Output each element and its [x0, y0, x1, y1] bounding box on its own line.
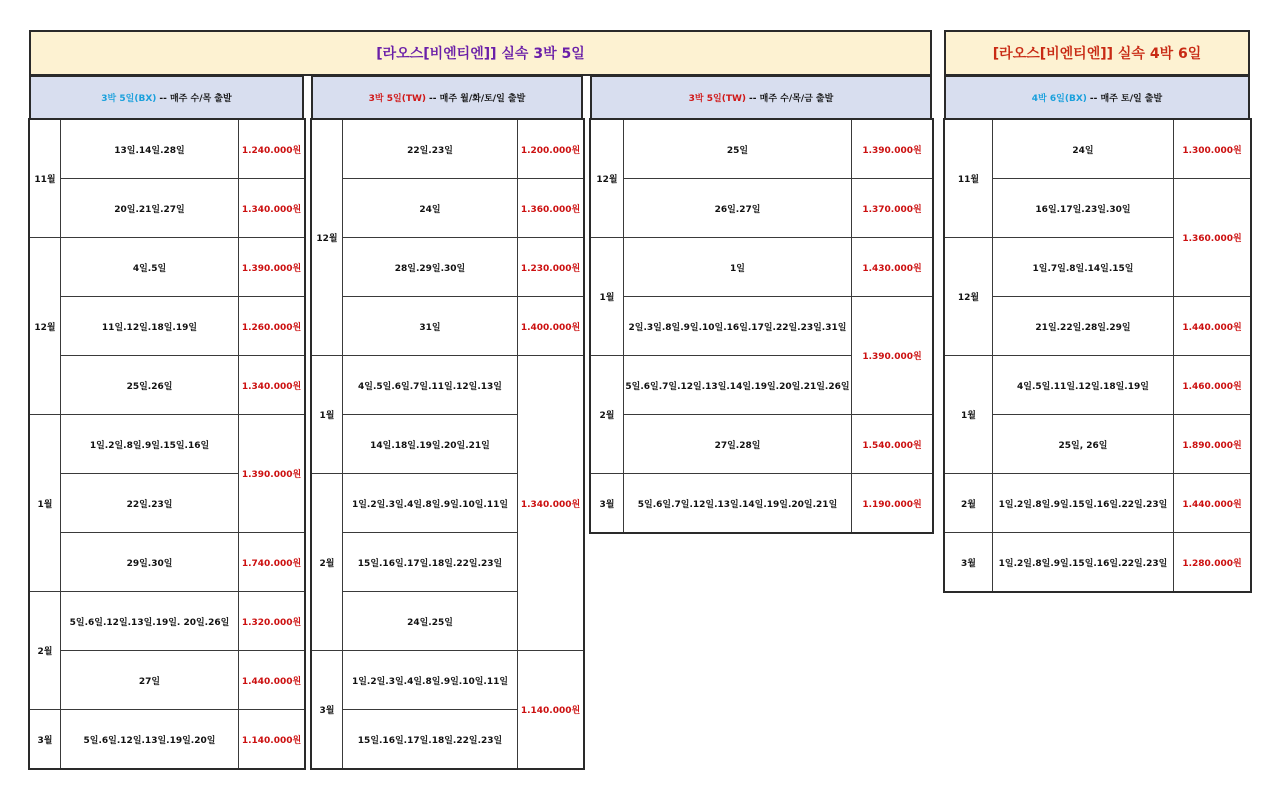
price-cell: 1.390.000원 — [852, 297, 933, 415]
dates-cell: 25일, 26일 — [993, 415, 1174, 474]
month-cell: 1월 — [312, 356, 343, 474]
table-row — [30, 533, 305, 592]
table-row — [30, 297, 305, 356]
section-tw-midweek-header — [590, 75, 932, 120]
table-row — [945, 474, 1251, 533]
dates-cell: 15일.16일.17일.18일.22일.23일 — [343, 710, 518, 769]
section-title: 3박 5일(TW) — [368, 94, 427, 104]
dates-cell: 5일.6일.12일.13일.19일. 20일.26일 — [61, 592, 239, 651]
dates-cell: 21일.22일.28일.29일 — [993, 297, 1174, 356]
price-cell: 1.340.000원 — [239, 179, 305, 238]
section-desc: -- 매주 수/목 출발 — [159, 94, 232, 104]
price-cell: 1.230.000원 — [518, 238, 584, 297]
banner-4n6d — [944, 30, 1250, 76]
month-cell: 2월 — [945, 474, 993, 533]
price-cell: 1.280.000원 — [1174, 533, 1251, 592]
section-bx-4n6d-header — [944, 75, 1250, 120]
dates-cell: 25일 — [624, 120, 852, 179]
schedule-table-bx-4n6d — [944, 119, 1251, 592]
dates-cell: 4일.5일.11일.12일.18일.19일 — [993, 356, 1174, 415]
banner-3n5d-title: [라오스[비엔티엔]] 실속 3박 5일 — [376, 46, 585, 62]
price-cell: 1.400.000원 — [518, 297, 584, 356]
price-cell: 1.440.000원 — [1174, 297, 1251, 356]
price-cell: 1.460.000원 — [1174, 356, 1251, 415]
table-row — [591, 474, 933, 533]
price-cell: 1.360.000원 — [518, 179, 584, 238]
table-row — [591, 297, 933, 356]
price-cell: 1.390.000원 — [239, 238, 305, 297]
dates-cell: 29일.30일 — [61, 533, 239, 592]
table-row — [945, 356, 1251, 415]
dates-cell: 4일.5일 — [61, 238, 239, 297]
price-cell: 1.390.000원 — [852, 120, 933, 179]
month-cell: 11월 — [945, 120, 993, 238]
price-cell: 1.740.000원 — [239, 533, 305, 592]
price-cell: 1.140.000원 — [518, 651, 584, 769]
dates-cell: 5일.6일.7일.12일.13일.14일.19일.20일.21일 — [624, 474, 852, 533]
price-cell: 1.390.000원 — [239, 415, 305, 533]
month-cell: 1월 — [30, 415, 61, 592]
dates-cell: 22일.23일 — [343, 120, 518, 179]
table-row — [30, 592, 305, 651]
month-cell: 3월 — [591, 474, 624, 533]
price-cell: 1.540.000원 — [852, 415, 933, 474]
table-row — [30, 179, 305, 238]
month-cell: 1월 — [945, 356, 993, 474]
dates-cell: 27일.28일 — [624, 415, 852, 474]
month-cell: 2월 — [312, 474, 343, 651]
dates-cell: 1일.2일.8일.9일.15일.16일 — [61, 415, 239, 474]
section-desc: -- 매주 월/화/토/일 출발 — [429, 94, 526, 104]
table-row — [945, 120, 1251, 179]
month-cell: 12월 — [30, 238, 61, 415]
dates-cell: 1일.2일.3일.4일.8일.9일.10일.11일 — [343, 474, 518, 533]
price-cell: 1.430.000원 — [852, 238, 933, 297]
table-row — [591, 415, 933, 474]
price-cell: 1.340.000원 — [518, 356, 584, 651]
dates-cell: 11일.12일.18일.19일 — [61, 297, 239, 356]
table-row — [30, 415, 305, 474]
section-bx-3n5d-header — [29, 75, 304, 120]
table-row — [30, 356, 305, 415]
price-cell: 1.140.000원 — [239, 710, 305, 769]
banner-3n5d — [29, 30, 932, 76]
month-cell: 12월 — [312, 120, 343, 356]
dates-cell: 25일.26일 — [61, 356, 239, 415]
table-row — [312, 297, 584, 356]
dates-cell: 24일 — [343, 179, 518, 238]
price-cell: 1.370.000원 — [852, 179, 933, 238]
dates-cell: 15일.16일.17일.18일.22일.23일 — [343, 533, 518, 592]
month-cell: 11월 — [30, 120, 61, 238]
dates-cell: 26일.27일 — [624, 179, 852, 238]
dates-cell: 24일.25일 — [343, 592, 518, 651]
price-cell: 1.300.000원 — [1174, 120, 1251, 179]
price-cell: 1.200.000원 — [518, 120, 584, 179]
dates-cell: 22일.23일 — [61, 474, 239, 533]
price-cell: 1.440.000원 — [1174, 474, 1251, 533]
dates-cell: 5일.6일.7일.12일.13일.14일.19일.20일.21일.26일 — [624, 356, 852, 415]
schedule-table-bx-3n5d — [29, 119, 305, 769]
price-cell: 1.440.000원 — [239, 651, 305, 710]
dates-cell: 1일.2일.3일.4일.8일.9일.10일.11일 — [343, 651, 518, 710]
table-row — [945, 533, 1251, 592]
section-tw-weekend-header — [311, 75, 583, 120]
banner-4n6d-title: [라오스[비엔티엔]] 실속 4박 6일 — [992, 46, 1202, 62]
price-cell: 1.260.000원 — [239, 297, 305, 356]
dates-cell: 1일.2일.8일.9일.15일.16일.22일.23일 — [993, 533, 1174, 592]
section-title: 3박 5일(TW) — [688, 94, 747, 104]
month-cell: 2월 — [30, 592, 61, 710]
table-row — [312, 356, 584, 415]
month-cell: 2월 — [591, 356, 624, 474]
dates-cell: 13일.14일.28일 — [61, 120, 239, 179]
month-cell: 12월 — [945, 238, 993, 356]
price-cell: 1.190.000원 — [852, 474, 933, 533]
dates-cell: 16일.17일.23일.30일 — [993, 179, 1174, 238]
table-row — [312, 238, 584, 297]
price-cell: 1.360.000원 — [1174, 179, 1251, 297]
table-row — [30, 710, 305, 769]
table-row — [591, 120, 933, 179]
dates-cell: 4일.5일.6일.7일.11일.12일.13일 — [343, 356, 518, 415]
dates-cell: 1일.7일.8일.14일.15일 — [993, 238, 1174, 297]
section-title: 3박 5일(BX) — [101, 94, 157, 104]
dates-cell: 28일.29일.30일 — [343, 238, 518, 297]
month-cell: 12월 — [591, 120, 624, 238]
table-row — [30, 238, 305, 297]
table-row — [312, 179, 584, 238]
schedule-table-tw-weekend — [311, 119, 584, 769]
section-desc: -- 매주 토/일 출발 — [1089, 94, 1163, 104]
schedule-table-tw-midweek — [590, 119, 933, 533]
dates-cell: 5일.6일.12일.13일.19일.20일 — [61, 710, 239, 769]
dates-cell: 31일 — [343, 297, 518, 356]
table-row — [30, 120, 305, 179]
month-cell: 3월 — [945, 533, 993, 592]
dates-cell: 2일.3일.8일.9일.10일.16일.17일.22일.23일.31일 — [624, 297, 852, 356]
price-cell: 1.240.000원 — [239, 120, 305, 179]
dates-cell: 24일 — [993, 120, 1174, 179]
month-cell: 3월 — [30, 710, 61, 769]
table-row — [312, 120, 584, 179]
dates-cell: 27일 — [61, 651, 239, 710]
table-row — [30, 651, 305, 710]
dates-cell: 14일.18일.19일.20일.21일 — [343, 415, 518, 474]
table-row — [591, 179, 933, 238]
section-desc: -- 매주 수/목/금 출발 — [749, 94, 834, 104]
price-cell: 1.340.000원 — [239, 356, 305, 415]
month-cell: 1월 — [591, 238, 624, 356]
table-row — [312, 651, 584, 710]
dates-cell: 20일.21일.27일 — [61, 179, 239, 238]
month-cell: 3월 — [312, 651, 343, 769]
section-title: 4박 6일(BX) — [1031, 94, 1087, 104]
table-row — [591, 238, 933, 297]
price-cell: 1.890.000원 — [1174, 415, 1251, 474]
price-cell: 1.320.000원 — [239, 592, 305, 651]
dates-cell: 1일.2일.8일.9일.15일.16일.22일.23일 — [993, 474, 1174, 533]
dates-cell: 1일 — [624, 238, 852, 297]
